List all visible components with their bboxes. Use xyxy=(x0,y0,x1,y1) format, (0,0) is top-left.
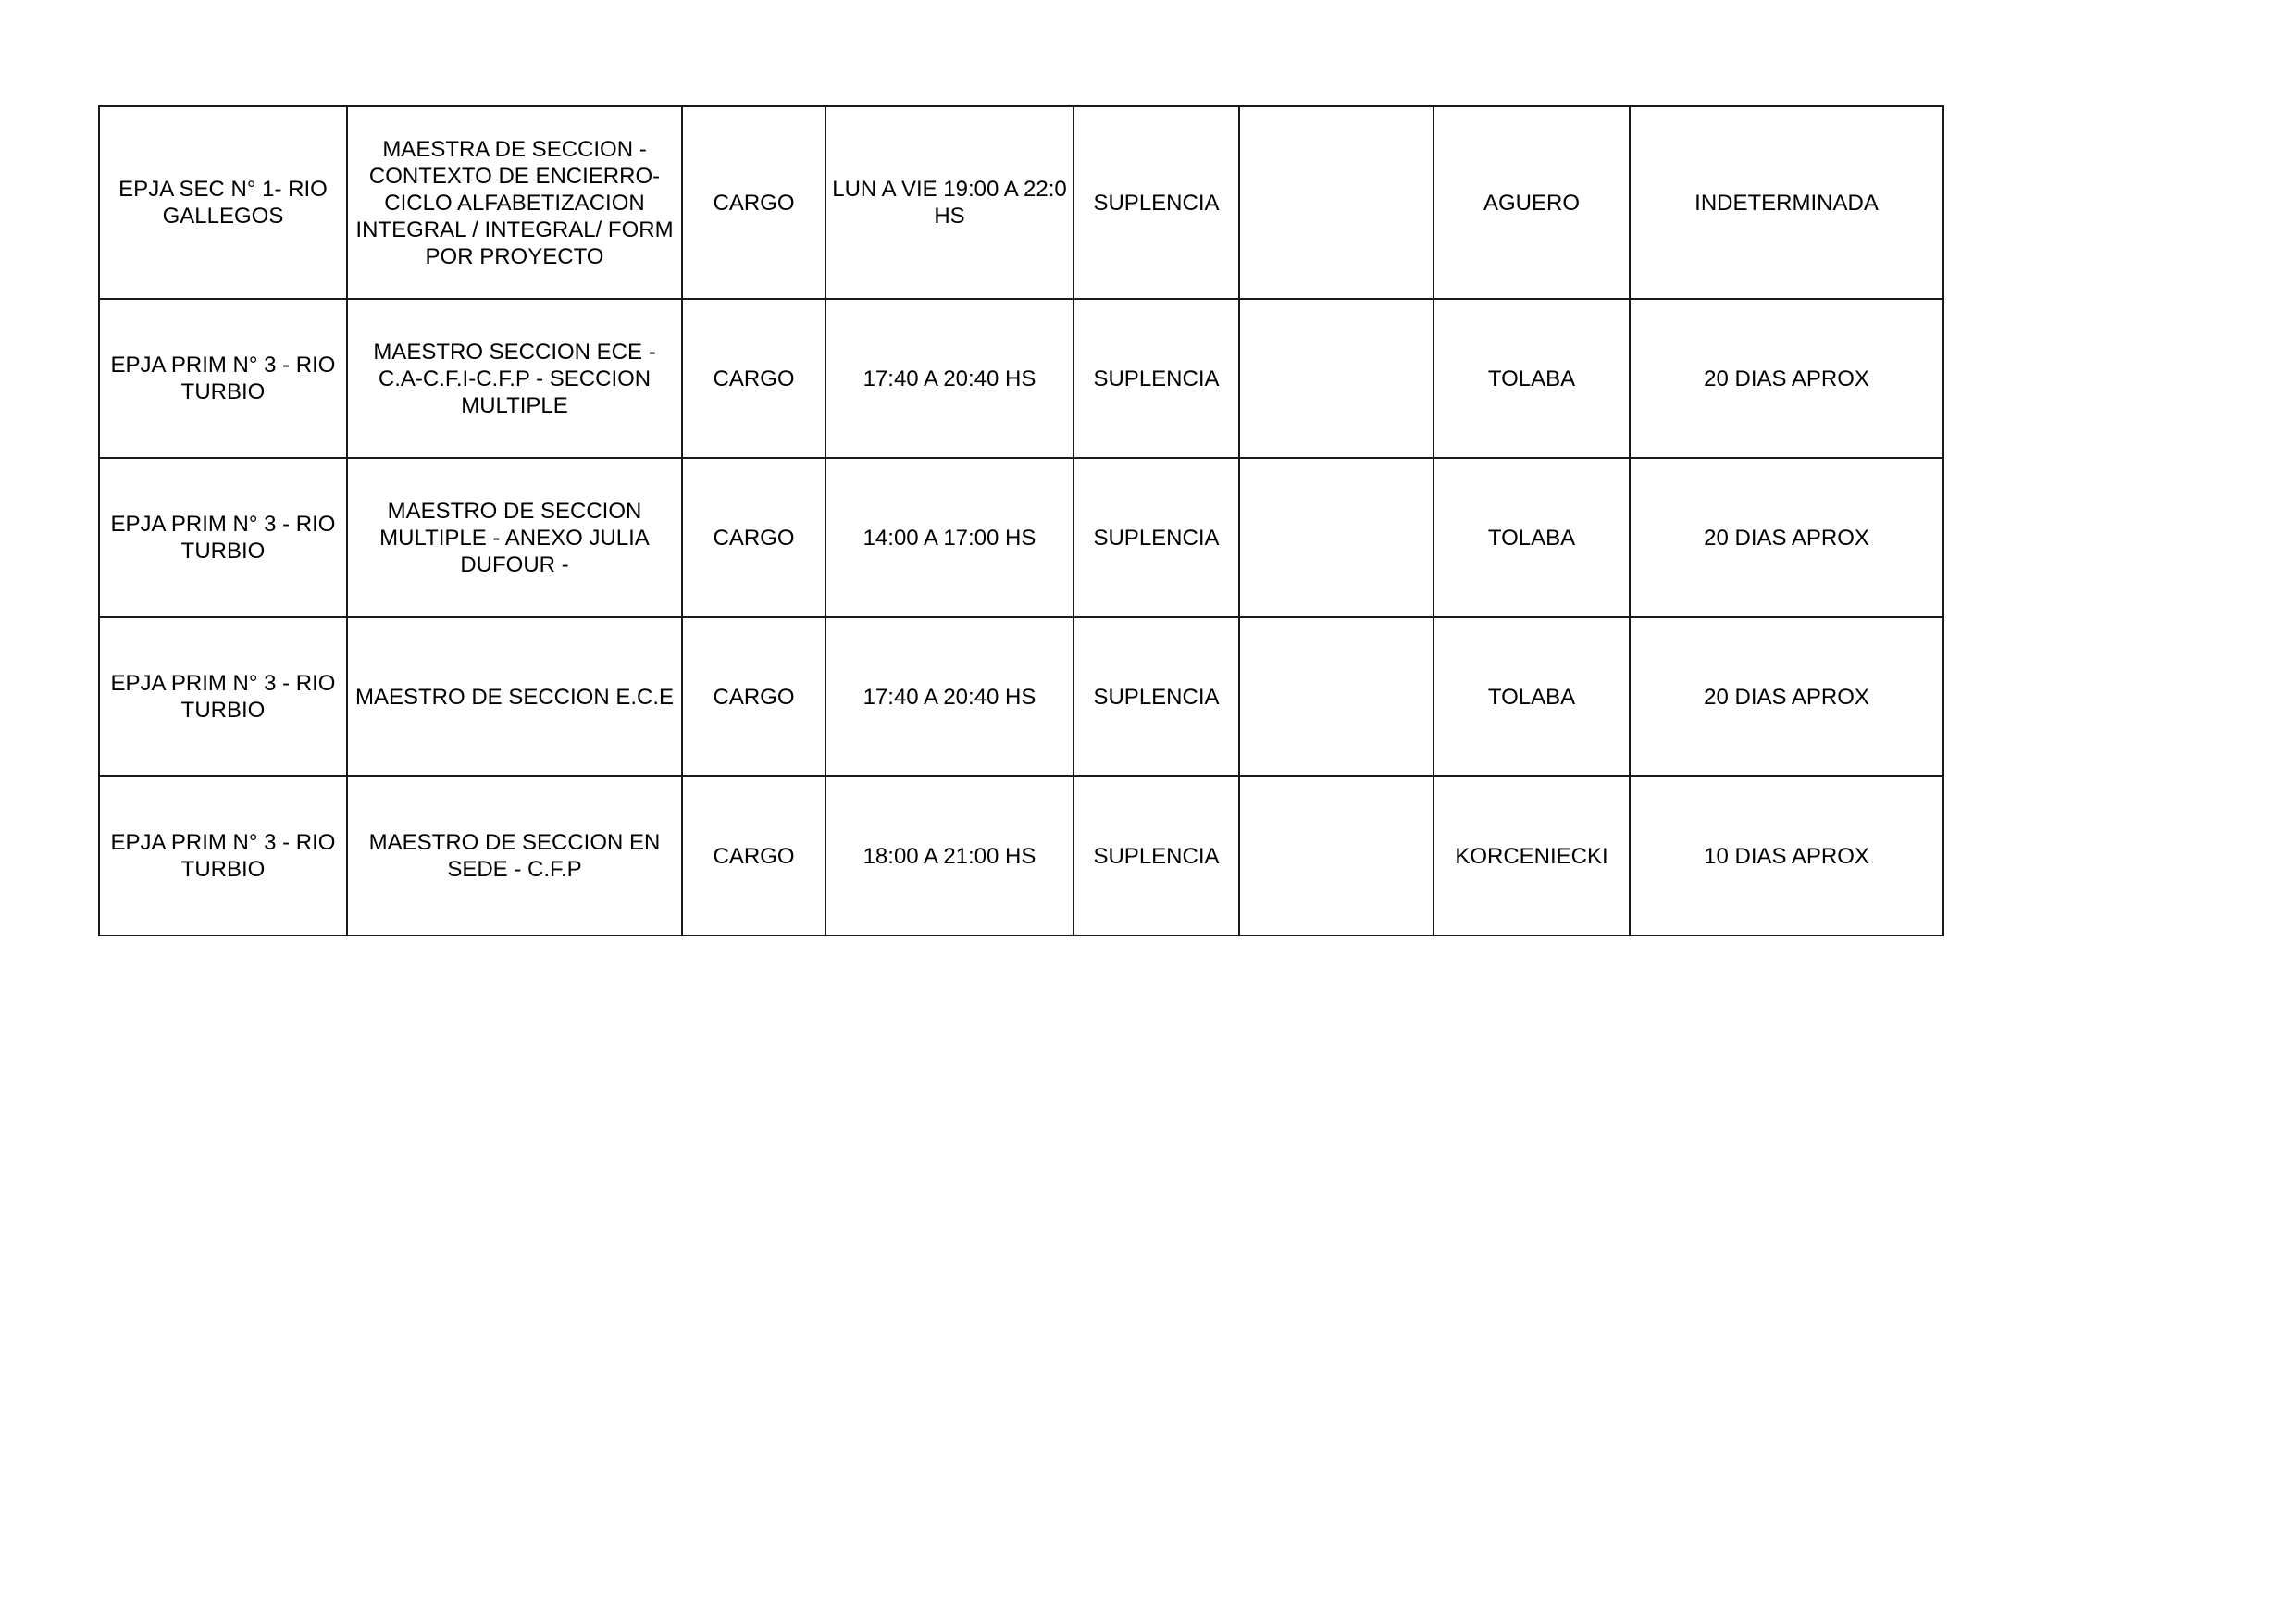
school-cell: EPJA PRIM N° 3 - RIO TURBIO xyxy=(99,617,347,776)
school-cell: EPJA PRIM N° 3 - RIO TURBIO xyxy=(99,458,347,617)
schedule-cell: 17:40 A 20:40 HS xyxy=(825,617,1074,776)
schedule-cell: 17:40 A 20:40 HS xyxy=(825,299,1074,458)
duration-cell: 20 DIAS APROX xyxy=(1630,617,1943,776)
table-row xyxy=(99,617,1943,776)
position-cell: MAESTRA DE SECCION - CONTEXTO DE ENCIERRO- CICLO ALFABETIZACION INTEGRAL / INTEGRAL/ FORM POR PROYECTO xyxy=(347,106,682,299)
schedule-cell: 18:00 A 21:00 HS xyxy=(825,776,1074,936)
type-cell: CARGO xyxy=(682,299,825,458)
position-cell: MAESTRO DE SECCION MULTIPLE - ANEXO JULIA DUFOUR - xyxy=(347,458,682,617)
extra-cell xyxy=(1239,458,1433,617)
school-cell: EPJA PRIM N° 3 - RIO TURBIO xyxy=(99,776,347,936)
position-cell: MAESTRO DE SECCION E.C.E xyxy=(347,617,682,776)
schedule-cell: 14:00 A 17:00 HS xyxy=(825,458,1074,617)
type-cell: CARGO xyxy=(682,106,825,299)
duration-cell: 10 DIAS APROX xyxy=(1630,776,1943,936)
extra-cell xyxy=(1239,617,1433,776)
status-cell: SUPLENCIA xyxy=(1074,106,1239,299)
table-row xyxy=(99,776,1943,936)
position-cell: MAESTRO DE SECCION EN SEDE - C.F.P xyxy=(347,776,682,936)
extra-cell xyxy=(1239,106,1433,299)
status-cell: SUPLENCIA xyxy=(1074,776,1239,936)
table-row xyxy=(99,106,1943,299)
status-cell: SUPLENCIA xyxy=(1074,458,1239,617)
status-cell: SUPLENCIA xyxy=(1074,617,1239,776)
type-cell: CARGO xyxy=(682,617,825,776)
name-cell: KORCENIECKI xyxy=(1433,776,1630,936)
extra-cell xyxy=(1239,776,1433,936)
duration-cell: 20 DIAS APROX xyxy=(1630,458,1943,617)
name-cell: TOLABA xyxy=(1433,458,1630,617)
schedule-cell: LUN A VIE 19:00 A 22:0 HS xyxy=(825,106,1074,299)
school-cell: EPJA SEC N° 1- RIO GALLEGOS xyxy=(99,106,347,299)
type-cell: CARGO xyxy=(682,776,825,936)
status-cell: SUPLENCIA xyxy=(1074,299,1239,458)
table-row xyxy=(99,299,1943,458)
duration-cell: 20 DIAS APROX xyxy=(1630,299,1943,458)
vacancy-table xyxy=(98,105,1944,936)
type-cell: CARGO xyxy=(682,458,825,617)
name-cell: AGUERO xyxy=(1433,106,1630,299)
duration-cell: INDETERMINADA xyxy=(1630,106,1943,299)
name-cell: TOLABA xyxy=(1433,299,1630,458)
table-row xyxy=(99,458,1943,617)
position-cell: MAESTRO SECCION ECE -C.A-C.F.I-C.F.P - SECCION MULTIPLE xyxy=(347,299,682,458)
school-cell: EPJA PRIM N° 3 - RIO TURBIO xyxy=(99,299,347,458)
extra-cell xyxy=(1239,299,1433,458)
name-cell: TOLABA xyxy=(1433,617,1630,776)
